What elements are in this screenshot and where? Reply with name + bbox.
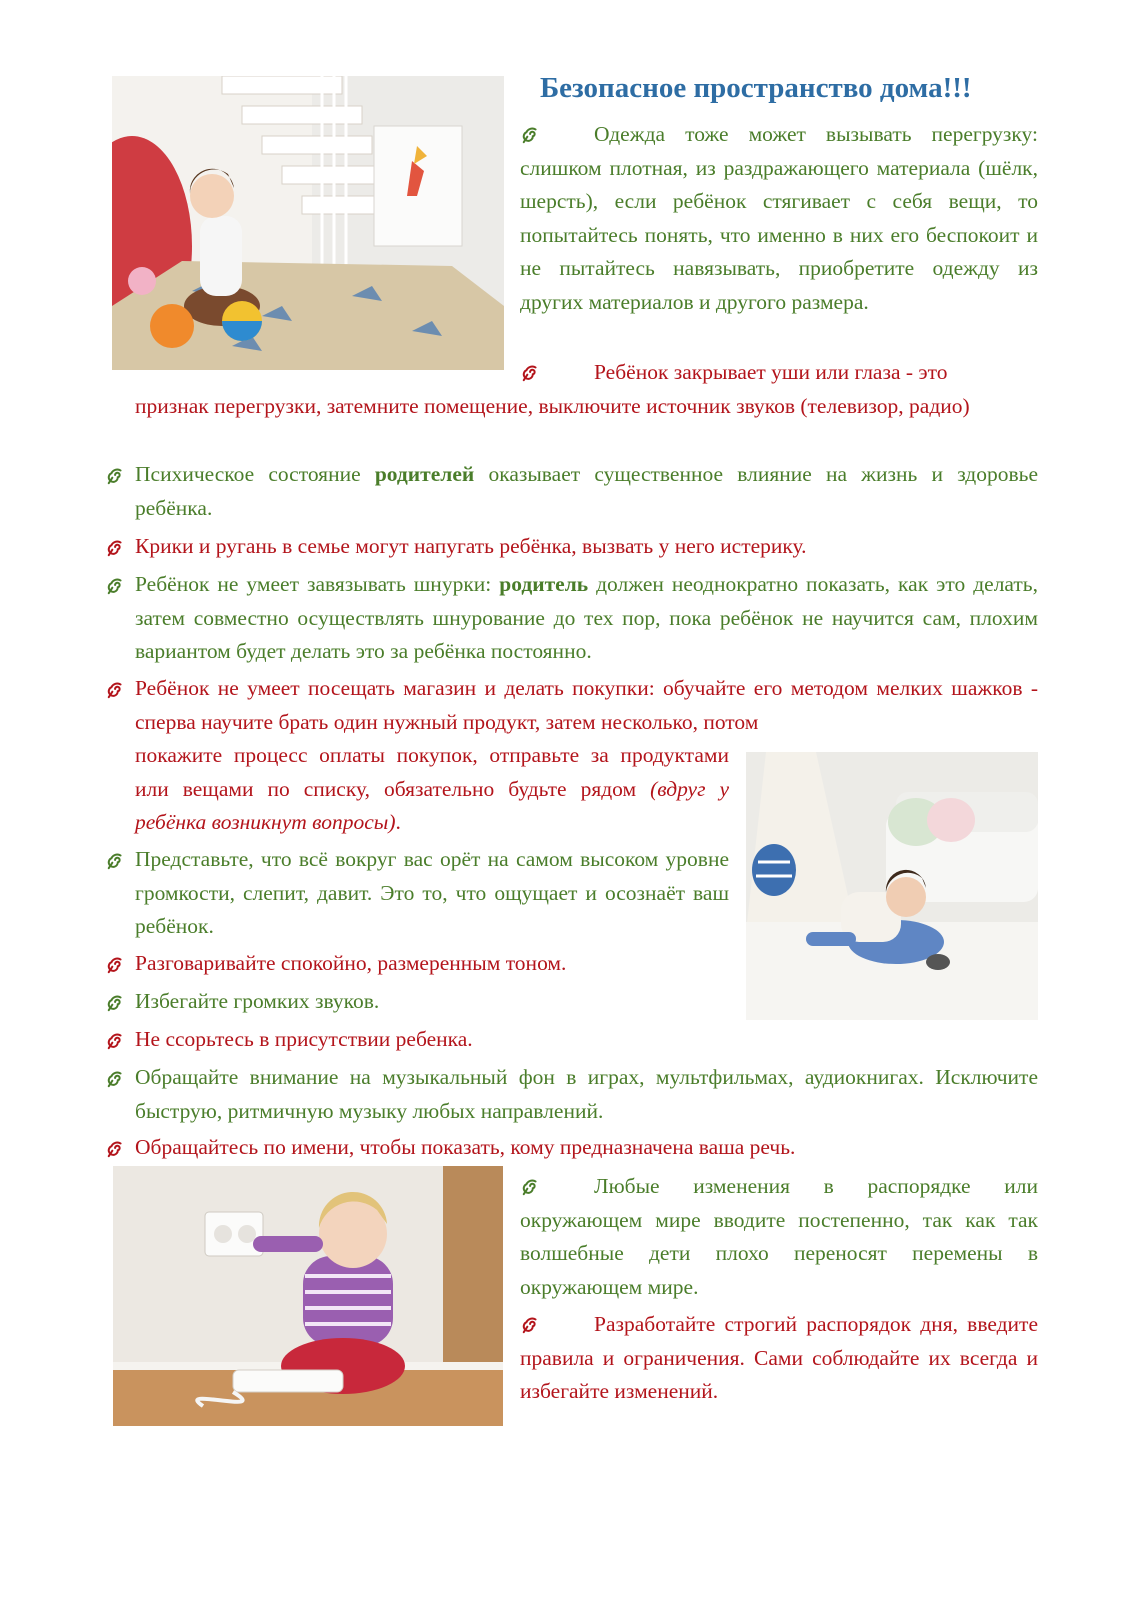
list-item: [520, 118, 1038, 319]
page-title: Безопасное пространство дома!!!: [540, 72, 972, 104]
list-item: [135, 458, 1038, 525]
spiral-bullet-icon: [105, 1138, 127, 1158]
list-item-text: .: [395, 810, 401, 834]
list-item-text: Не ссорьтесь в присутствии ребенка.: [135, 1027, 473, 1051]
list-item-emphasis: родитель: [499, 572, 589, 596]
photo-toddler-at-socket: [113, 1166, 503, 1426]
child-crawling-on-carpet-icon: [746, 752, 1038, 1020]
list-item-text: Разработайте строгий распорядок дня, введите правила и ограничения. Сами соблюдайте их всегда и избегайте изменений.: [520, 1312, 1038, 1403]
list-item-text: оказывает существенное влияние на жизнь и здоровье ребёнка.: [135, 462, 1038, 520]
list-item: [520, 356, 1038, 390]
list-item: [135, 947, 729, 981]
list-item-text: Разговаривайте спокойно, размеренным тоном.: [135, 951, 567, 975]
list-item: [135, 1061, 1038, 1128]
list-item: [135, 1023, 729, 1057]
list-item: [520, 1308, 1038, 1409]
spiral-bullet-icon: [105, 1068, 127, 1088]
spiral-bullet-icon: [105, 537, 127, 557]
list-item: [135, 672, 1038, 739]
list-item-continued: [135, 739, 729, 840]
spiral-bullet-icon: [520, 1314, 542, 1334]
photo-girl-on-carpet: [746, 752, 1038, 1020]
list-item-text: Обращайтесь по имени, чтобы показать, кому предназначена ваша речь.: [135, 1135, 796, 1159]
spiral-bullet-icon: [520, 1176, 542, 1196]
list-item: [135, 530, 1038, 564]
list-item-text: Любые изменения в распорядке или окружающем мире вводите постепенно, так как так волшебные дети плохо переносят перемены в окружающем мире.: [520, 1174, 1038, 1299]
list-item-text: покажите процесс оплаты покупок, отправьте за продуктами или вещами по списку, обязательно будьте рядом: [135, 743, 729, 801]
list-item-text: признак перегрузки, затемните помещение, выключите источник звуков (телевизор, радио): [135, 394, 970, 418]
list-item-text: Психическое состояние: [135, 462, 375, 486]
list-item-text: Обращайте внимание на музыкальный фон в играх, мультфильмах, аудиокнигах. Исключите быструю, ритмичную музыку любых направлений.: [135, 1065, 1038, 1123]
spiral-bullet-icon: [520, 124, 542, 144]
list-item-emphasis: родителей: [374, 462, 475, 486]
list-item-text: Избегайте громких звуков.: [135, 989, 380, 1013]
list-item: [135, 843, 729, 944]
list-item: [135, 985, 729, 1019]
list-item-text: должен неоднократно показать, как это делать, затем совместно осуществлять шнурование до тех пор, пока ребёнок не научится сам, плохим вариантом будет делать это за ребёнка постоянно.: [135, 572, 1038, 663]
spiral-bullet-icon: [105, 465, 127, 485]
spiral-bullet-icon: [105, 1030, 127, 1050]
child-playing-near-stairs-icon: [112, 76, 504, 370]
list-item: [135, 1131, 1038, 1165]
list-item-text: Представьте, что всё вокруг вас орёт на самом высоком уровне громкости, слепит, давит. Это то, что ощущает и осознаёт ваш ребёнок.: [135, 847, 729, 938]
list-item-text: Крики и ругань в семье могут напугать ребёнка, вызвать у него истерику.: [135, 534, 807, 558]
list-item-continued: [135, 390, 1038, 424]
list-item: [135, 568, 1038, 669]
spiral-bullet-icon: [105, 575, 127, 595]
list-item-note: (вдруг у ребёнка возникнут вопросы): [135, 776, 730, 834]
list-item: [520, 1170, 1038, 1304]
list-item-text: Ребёнок не умеет завязывать шнурки:: [135, 572, 500, 596]
spiral-bullet-icon: [105, 992, 127, 1012]
spiral-bullet-icon: [105, 850, 127, 870]
list-item-text: Ребёнок не умеет посещать магазин и делать покупки: обучайте его методом мелких шажков - сперва научите брать один нужный продукт, затем несколько, потом: [135, 676, 1038, 734]
list-item-text: Одежда тоже может вызывать перегрузку: слишком плотная, из раздражающего материала (шёлк, шерсть), если ребёнок стягивает с себя вещи, то попытайтесь понять, что именно в них его беспокоит и не пытайтесь навязывать, приобретите одежду из других материалов и другого размера.: [520, 122, 1038, 314]
spiral-bullet-icon: [105, 679, 127, 699]
photo-girl-on-rug: [112, 76, 504, 370]
list-item-text: Ребёнок закрывает уши или глаза - это: [594, 360, 948, 384]
spiral-bullet-icon: [105, 954, 127, 974]
toddler-touching-socket-icon: [113, 1166, 503, 1426]
spiral-bullet-icon: [520, 362, 542, 382]
